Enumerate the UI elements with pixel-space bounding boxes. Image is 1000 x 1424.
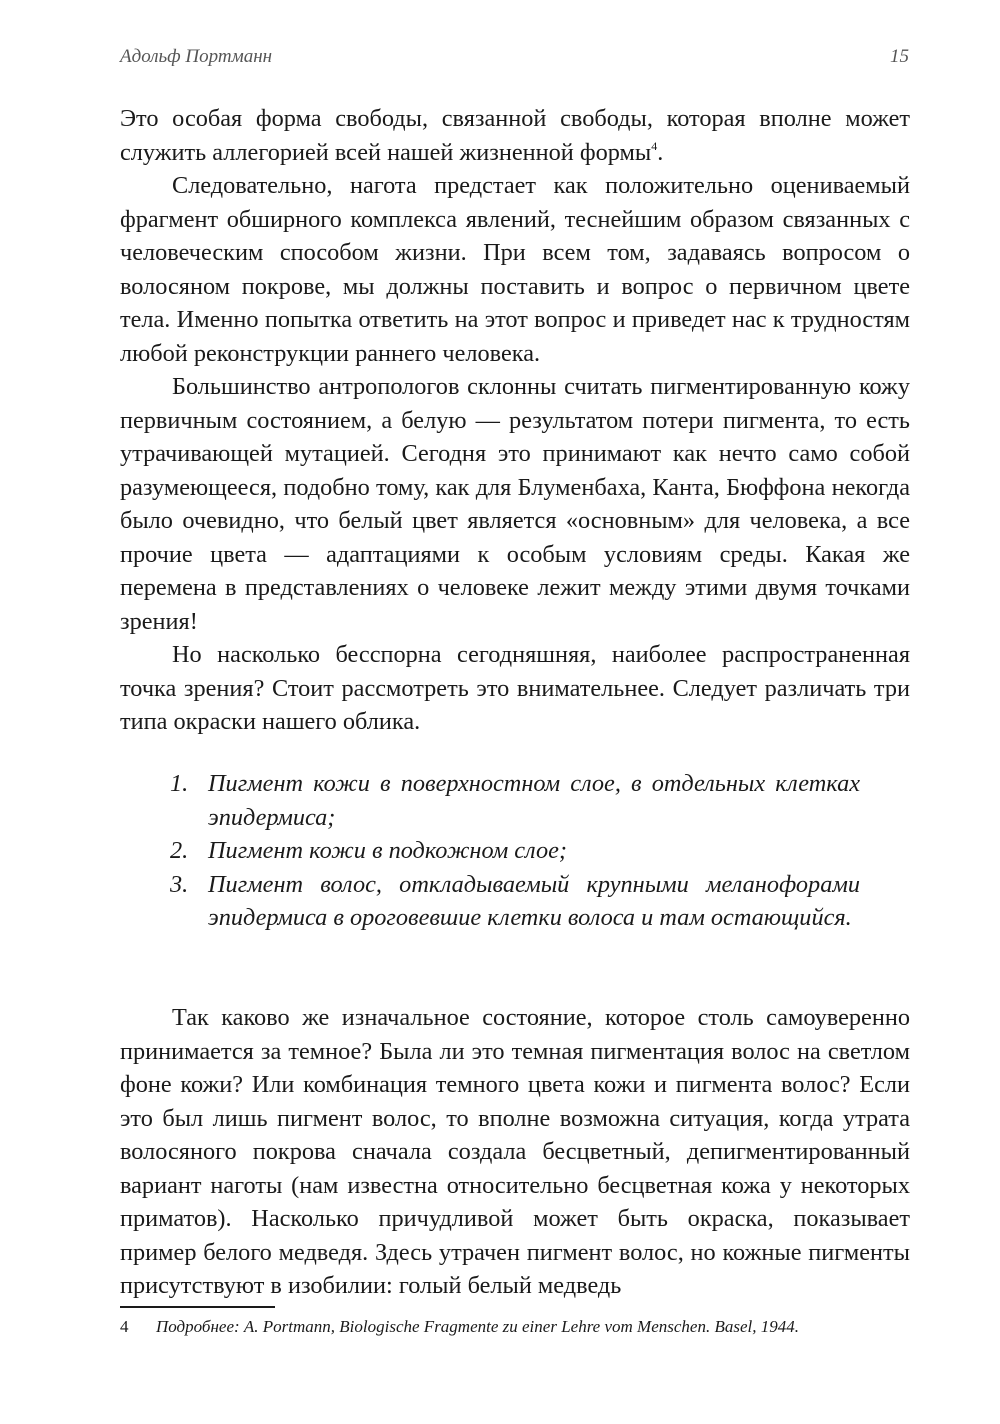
paragraph: Но насколько бесспорна сегодняшняя, наиболее распространенная точка зрения? Стоит рассмотреть это внимательнее. Следует различать три типа окраски нашего облика. [120,641,910,735]
footnote-number: 4 [120,1317,129,1336]
list-item-text: Пигмент кожи в поверхностном слое, в отдельных клетках эпидермиса; [208,770,860,831]
page-number: 15 [890,46,909,67]
list-item [170,834,860,868]
list-item-number: 3. [170,870,189,898]
paragraph: Большинство антропологов склонны считать пигментированную кожу первичным состоянием, а белую — результатом потери пигмента, то есть утрачивающей мутацией. Сегодня это принимают как нечто само собой разумеющееся, подобно тому, как для Блуменбаха, Канта, Бюффона некогда было очевидно, что белый цвет является «основным» для человека, а все прочие цвета — адаптациями к особым условиям среды. Какая же перемена в представлениях о человеке лежит между этими двумя точками зрения! [120,373,910,635]
running-head-author: Адольф Портманн [120,46,273,67]
paragraph-text: Это особая форма свободы, связанной свободы, которая вполне может служить аллегорией всей нашей жизненной формы [120,105,910,166]
body-text-bottom [120,1001,910,1303]
list-item-text: Пигмент волос, откладываемый крупными меланофорами эпидермиса в ороговевшие клетки волоса и там остающийся. [208,870,860,931]
footnote-text: Подробнее: A. Portmann, Biologische Fragmente zu einer Lehre vom Menschen. Basel, 1944. [156,1317,799,1336]
paragraph: Следовательно, нагота предстает как положительно оцениваемый фрагмент обширного комплекса явлений, теснейшим образом связанных с человеческим способом жизни. При всем том, задаваясь вопросом о волосяном покрове, мы должны поставить и вопрос о первичном цвете тела. Именно попытка ответить на этот вопрос и приведет нас к трудностям любой реконструкции раннего человека. [120,172,910,367]
list-item-number: 1. [170,770,189,797]
footnote-divider [120,1306,275,1308]
list-item-number: 2. [170,837,189,864]
body-text-top [120,102,910,739]
running-head [120,46,909,72]
paragraph-text-end: . [657,138,664,166]
numbered-list [170,767,860,935]
paragraph [120,102,910,169]
paragraph: Так каково же изначальное состояние, которое столь самоуверенно принимается за темное? Была ли это темная пигментация волос на светлом фоне кожи? Или комбинация темного цвета кожи и пигмента волос? Если это был лишь пигмент волос, то вполне возможна ситуация, когда утрата волосяного покрова сначала создала бесцветный, депигментированный вариант наготы (нам известна относительно бесцветная кожа у некоторых приматов). Насколько причудливой может быть окраска, показывает пример белого медведя. Здесь утрачен пигмент волос, но кожные пигменты присутствуют в изобилии: голый белый медведь [120,1004,910,1299]
list-item-text: Пигмент кожи в подкожном слое; [208,837,567,864]
footnote-reference[interactable]: 4 [651,138,658,153]
list-item [170,868,860,935]
list-item [170,767,860,834]
